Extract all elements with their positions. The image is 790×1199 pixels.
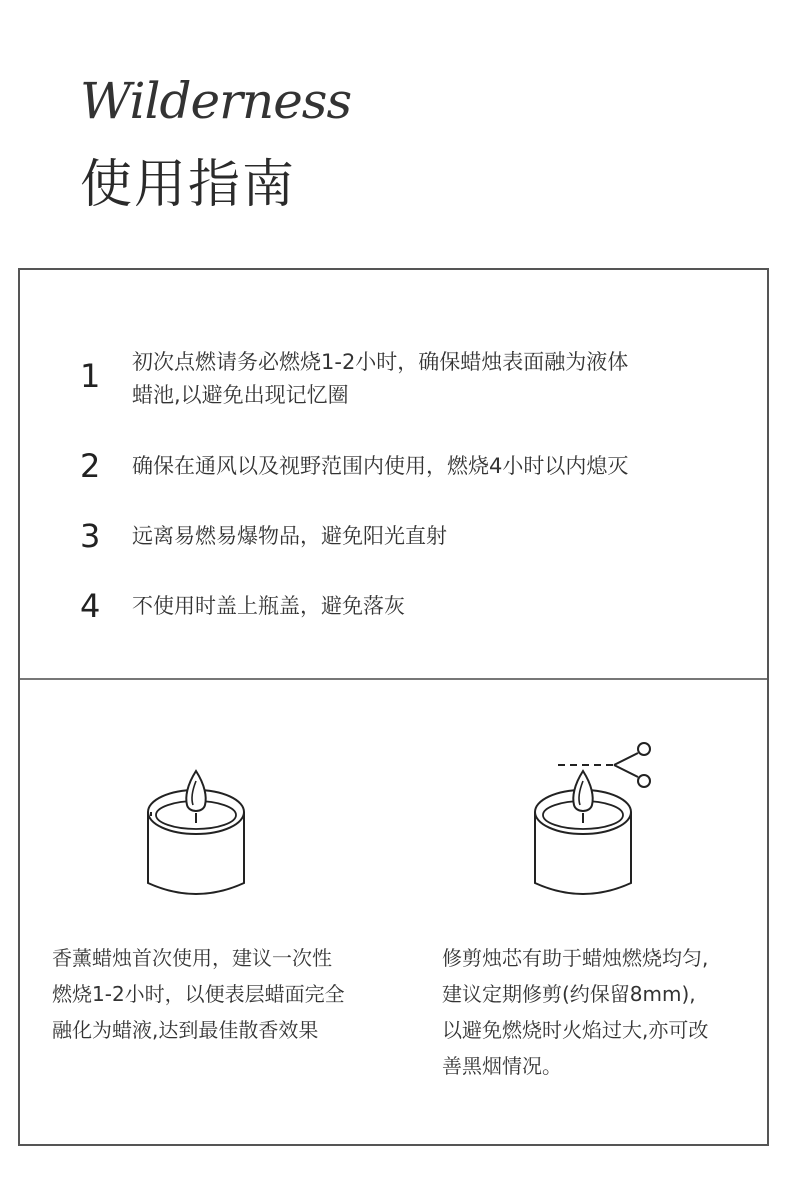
step-line: 远离易燃易爆物品，避免阳光直射 xyxy=(132,524,447,548)
step-text xyxy=(132,520,692,553)
step-line: 蜡池,以避免出现记忆圈 xyxy=(132,383,349,407)
step-line: 初次点燃请务必燃烧1-2小时，确保蜡烛表面融为液体 xyxy=(132,350,629,374)
step-text xyxy=(132,346,692,412)
brand-name: Wilderness xyxy=(80,72,352,130)
guide-frame xyxy=(18,268,769,1146)
step-number: 3 xyxy=(80,517,101,555)
tip-line: 善黑烟情况。 xyxy=(442,1054,562,1078)
tip-line: 以避免燃烧时火焰过大,亦可改 xyxy=(442,1018,709,1042)
tip-line: 建议定期修剪(约保留8mm), xyxy=(442,982,696,1006)
step-text xyxy=(132,590,692,623)
step-item-4 xyxy=(80,587,692,625)
tip-line: 修剪烛芯有助于蜡烛燃烧均匀, xyxy=(442,946,709,970)
step-item-3 xyxy=(80,517,692,555)
tip-line: 融化为蜡液,达到最佳散香效果 xyxy=(52,1018,319,1042)
step-item-2 xyxy=(80,447,692,485)
scissors-icon xyxy=(614,743,650,787)
candle-icon xyxy=(143,765,249,909)
step-line: 确保在通风以及视野范围内使用，燃烧4小时以内熄灭 xyxy=(132,454,629,478)
step-number: 2 xyxy=(80,447,101,485)
step-text xyxy=(132,450,692,483)
section-divider xyxy=(20,678,767,680)
step-number: 1 xyxy=(80,357,101,395)
page-title: 使用指南 xyxy=(80,155,297,215)
tip-line: 燃烧1-2小时，以便表层蜡面完全 xyxy=(52,982,345,1006)
tip-note-trim-wick xyxy=(442,940,762,1084)
tip-line: 香薰蜡烛首次使用，建议一次性 xyxy=(52,946,332,970)
candle-trim-icon xyxy=(530,735,660,909)
step-line: 不使用时盖上瓶盖，避免落灰 xyxy=(132,594,405,618)
step-item-1 xyxy=(80,346,692,412)
tip-note-first-burn xyxy=(52,940,372,1048)
step-number: 4 xyxy=(80,587,101,625)
